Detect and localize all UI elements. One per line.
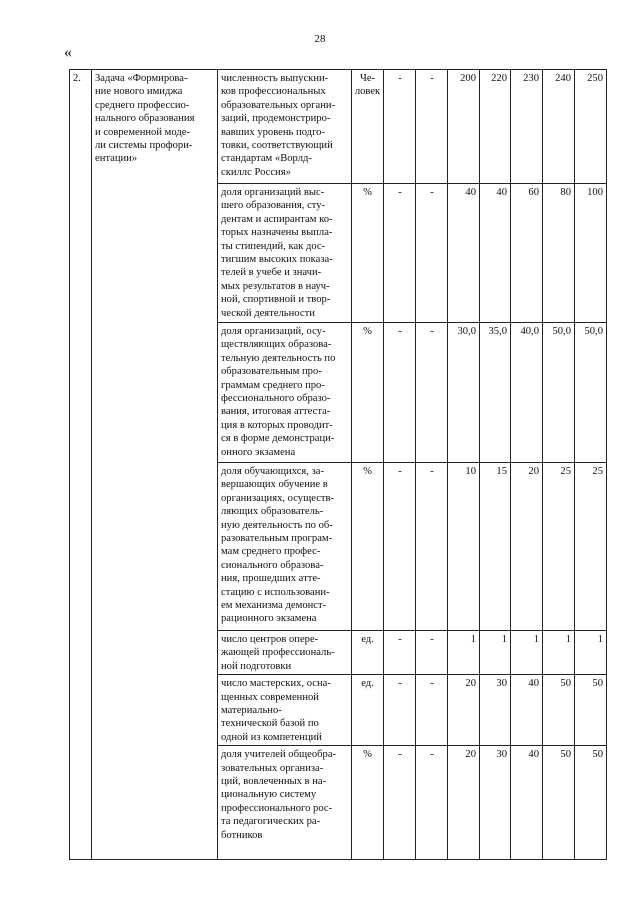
unit-cell: ед. — [352, 675, 384, 746]
base-value-cell: - — [416, 184, 448, 323]
value-cell: 40 — [511, 675, 543, 746]
unit-cell: % — [352, 746, 384, 860]
indicator-cell: доля организаций выс- шего образования, сту- дентам и аспирантам ко- торых назначены выпла- ты стипендий, как дос- тигшим высоких показа- телей в учебе и значи- мых результатов в науч- ной, спортивной и твор- ческой деятельности — [218, 184, 352, 323]
value-cell: 40 — [448, 184, 480, 323]
value-cell: 220 — [480, 70, 511, 184]
task-text: Задача «Формирова- ние нового имиджа среднего профессио- нального образования и современной моде- ли системы профори- ентации» — [92, 70, 218, 860]
value-cell: 10 — [448, 463, 480, 631]
base-value-cell: - — [416, 746, 448, 860]
base-value-cell: - — [384, 675, 416, 746]
value-cell: 30 — [480, 675, 511, 746]
table-body — [70, 70, 607, 860]
value-cell: 35,0 — [480, 323, 511, 463]
value-cell: 20 — [448, 746, 480, 860]
page-number: 28 — [314, 33, 326, 45]
value-cell: 40 — [480, 184, 511, 323]
base-value-cell: - — [416, 70, 448, 184]
value-cell: 50 — [543, 746, 575, 860]
task-number: 2. — [70, 70, 92, 860]
unit-cell: Че- ловек — [352, 70, 384, 184]
value-cell: 50,0 — [575, 323, 607, 463]
base-value-cell: - — [384, 323, 416, 463]
indicator-cell: доля обучающихся, за- вершающих обучение в организациях, осуществ- ляющих образователь- ную деятельность по об- разовательным програм- мам среднего профес- сионального образова- ния, прошедших атте- стацию с использовани- ем механизма демонст- рационного экзамена — [218, 463, 352, 631]
value-cell: 240 — [543, 70, 575, 184]
value-cell: 1 — [480, 631, 511, 675]
value-cell: 25 — [543, 463, 575, 631]
value-cell: 1 — [448, 631, 480, 675]
value-cell: 25 — [575, 463, 607, 631]
base-value-cell: - — [416, 631, 448, 675]
value-cell: 100 — [575, 184, 607, 323]
value-cell: 30,0 — [448, 323, 480, 463]
base-value-cell: - — [416, 675, 448, 746]
value-cell: 80 — [543, 184, 575, 323]
value-cell: 1 — [575, 631, 607, 675]
value-cell: 1 — [511, 631, 543, 675]
base-value-cell: - — [384, 184, 416, 323]
value-cell: 230 — [511, 70, 543, 184]
value-cell: 50 — [575, 675, 607, 746]
base-value-cell: - — [416, 463, 448, 631]
value-cell: 40 — [511, 746, 543, 860]
value-cell: 50 — [543, 675, 575, 746]
unit-cell: % — [352, 184, 384, 323]
value-cell: 40,0 — [511, 323, 543, 463]
base-value-cell: - — [416, 323, 448, 463]
indicator-cell: численность выпускни- ков профессиональных образовательных органи- заций, продемонстриро- вавших уровень подго- товки, соответствующий стандартам «Ворлд- скиллс Россия» — [218, 70, 352, 184]
opening-quote-mark: « — [64, 44, 72, 61]
value-cell: 200 — [448, 70, 480, 184]
unit-cell: % — [352, 323, 384, 463]
indicators-table — [69, 69, 607, 860]
base-value-cell: - — [384, 463, 416, 631]
base-value-cell: - — [384, 746, 416, 860]
base-value-cell: - — [384, 631, 416, 675]
value-cell: 20 — [448, 675, 480, 746]
value-cell: 60 — [511, 184, 543, 323]
unit-cell: ед. — [352, 631, 384, 675]
value-cell: 15 — [480, 463, 511, 631]
unit-cell: % — [352, 463, 384, 631]
value-cell: 20 — [511, 463, 543, 631]
indicator-cell: число мастерских, осна- щенных современной материально- технической базой по одной из компетенций — [218, 675, 352, 746]
indicator-cell: доля учителей общеобра- зовательных организа- ций, вовлеченных в на- циональную систему профессионального рос- та педагогических ра- ботников — [218, 746, 352, 860]
indicator-cell: доля организаций, осу- ществляющих образова- тельную деятельность по образовательным про- граммам среднего про- фессионального образо- вания, итоговая аттеста- ция в которых проводит- ся в форме демонстраци- онного экзамена — [218, 323, 352, 463]
value-cell: 1 — [543, 631, 575, 675]
value-cell: 250 — [575, 70, 607, 184]
table-row — [70, 70, 607, 184]
value-cell: 50 — [575, 746, 607, 860]
indicator-cell: число центров опере- жающей профессиональ- ной подготовки — [218, 631, 352, 675]
value-cell: 50,0 — [543, 323, 575, 463]
base-value-cell: - — [384, 70, 416, 184]
value-cell: 30 — [480, 746, 511, 860]
